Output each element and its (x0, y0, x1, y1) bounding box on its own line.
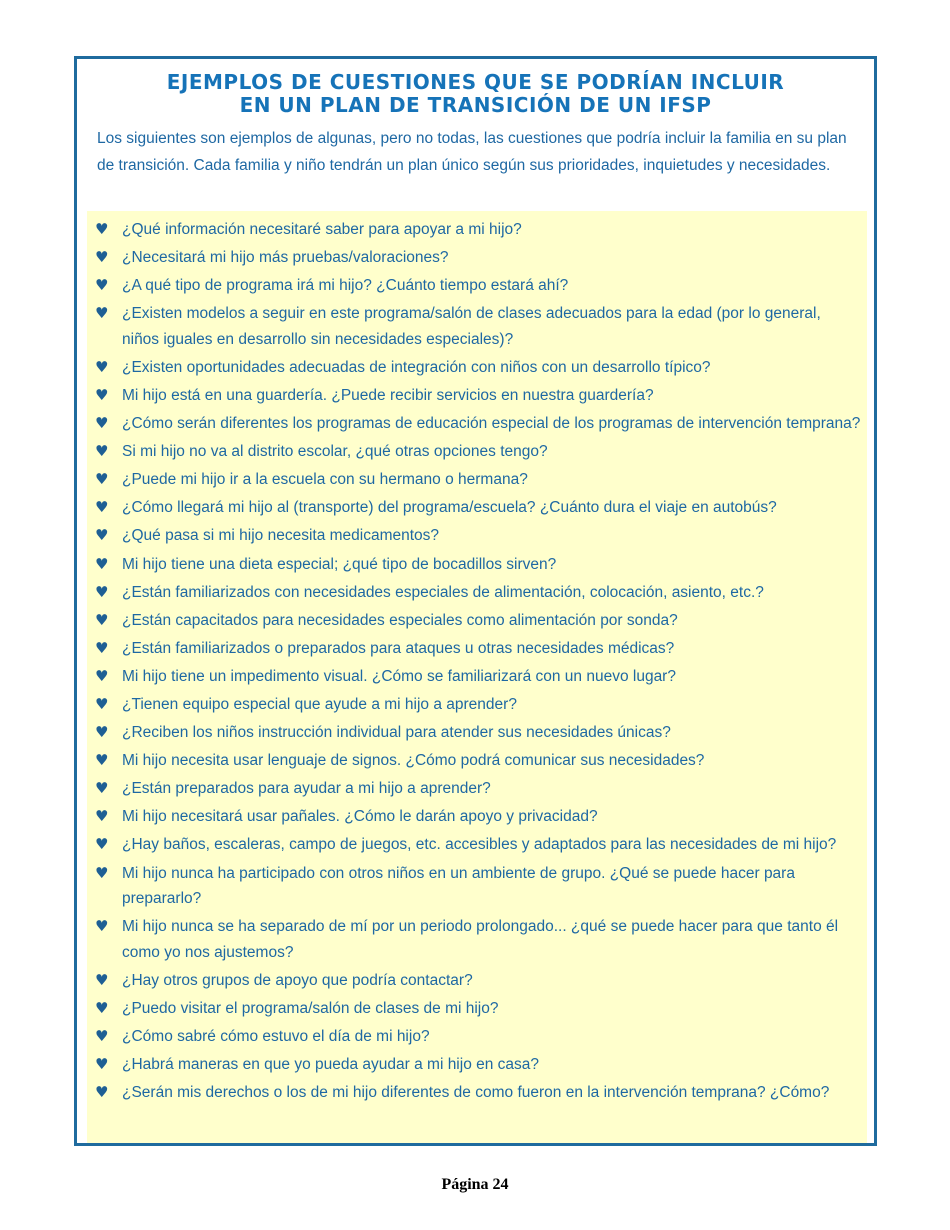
question-text: ¿Necesitará mi hijo más pruebas/valoraciones? (122, 249, 449, 267)
question-item (87, 552, 867, 578)
question-item (87, 968, 867, 994)
question-text: Mi hijo nunca ha participado con otros niños en un ambiente de grupo. ¿Qué se puede hacer para prepararlo? (122, 864, 795, 908)
question-text: Mi hijo necesitará usar pañales. ¿Cómo le darán apoyo y privacidad? (122, 808, 598, 826)
question-text: Mi hijo nunca se ha separado de mí por un periodo prolongado... ¿qué se puede hacer para que tanto él como yo nos ajustemos? (122, 918, 839, 961)
question-item (87, 636, 867, 662)
question-item (87, 355, 867, 381)
heart-icon: ♥ (95, 554, 109, 573)
question-item (87, 608, 867, 634)
question-item (87, 383, 867, 409)
heart-icon: ♥ (95, 807, 109, 826)
question-text: ¿A qué tipo de programa irá mi hijo? ¿Cuánto tiempo estará ahí? (122, 277, 569, 295)
heart-icon: ♥ (95, 835, 109, 854)
title-line-1: EJEMPLOS DE CUESTIONES QUE SE PODRÍAN INCLUIR (166, 70, 785, 94)
question-text: ¿Están capacitados para necesidades especiales como alimentación por sonda? (122, 611, 678, 629)
question-text: ¿Hay otros grupos de apoyo que podría contactar? (122, 971, 473, 989)
question-item (87, 914, 867, 965)
heart-icon: ♥ (95, 917, 109, 936)
heart-icon: ♥ (95, 998, 109, 1017)
question-item (87, 1052, 867, 1078)
question-item (87, 495, 867, 521)
heart-icon: ♥ (95, 582, 109, 601)
question-text: Mi hijo tiene una dieta especial; ¿qué tipo de bocadillos sirven? (122, 555, 557, 573)
title-line-2: EN UN PLAN DE TRANSICIÓN DE UN IFSP (239, 93, 712, 117)
heart-icon: ♥ (95, 304, 109, 323)
question-text: ¿Están preparados para ayudar a mi hijo a aprender? (122, 780, 491, 798)
questions-list (87, 211, 867, 1106)
question-item (87, 439, 867, 465)
question-item (87, 804, 867, 830)
heart-icon: ♥ (95, 863, 109, 882)
question-item (87, 832, 867, 858)
content-box (74, 56, 877, 1146)
question-text: ¿Qué pasa si mi hijo necesita medicamentos? (122, 527, 440, 545)
question-item (87, 720, 867, 746)
question-text: Mi hijo está en una guardería. ¿Puede recibir servicios en nuestra guardería? (122, 386, 654, 404)
question-text: Mi hijo tiene un impedimento visual. ¿Cómo se familiarizará con un nuevo lugar? (122, 667, 676, 685)
question-item (87, 467, 867, 493)
heart-icon: ♥ (95, 470, 109, 489)
question-text: Si mi hijo no va al distrito escolar, ¿qué otras opciones tengo? (122, 443, 548, 461)
question-text: ¿Qué información necesitaré saber para apoyar a mi hijo? (122, 221, 522, 238)
heart-icon: ♥ (95, 385, 109, 404)
question-item (87, 1080, 867, 1106)
heart-icon: ♥ (95, 220, 109, 238)
question-text: ¿Habrá maneras en que yo pueda ayudar a mi hijo en casa? (122, 1056, 540, 1074)
question-text: ¿Cómo llegará mi hijo al (transporte) del programa/escuela? ¿Cuánto dura el viaje en autobús? (122, 499, 777, 517)
heart-icon: ♥ (95, 1055, 109, 1074)
heart-icon: ♥ (95, 751, 109, 770)
question-item (87, 692, 867, 718)
question-item (87, 580, 867, 606)
heart-icon: ♥ (95, 357, 109, 376)
heart-icon: ♥ (95, 1026, 109, 1045)
heart-icon: ♥ (95, 638, 109, 657)
question-item (87, 411, 867, 437)
intro-paragraph: Los siguientes son ejemplos de algunas, pero no todas, las cuestiones que podría incluir la familia en su plan de transición. Cada familia y niño tendrán un plan único según sus prioridades, inquietudes y necesidades. (97, 130, 847, 174)
question-text: ¿Puede mi hijo ir a la escuela con su hermano o hermana? (122, 471, 528, 489)
heart-icon: ♥ (95, 970, 109, 989)
question-text: ¿Están familiarizados o preparados para ataques u otras necesidades médicas? (122, 639, 675, 657)
question-text: ¿Tienen equipo especial que ayude a mi hijo a aprender? (122, 696, 517, 713)
question-text: ¿Serán mis derechos o los de mi hijo diferentes de como fueron en la intervención temprana? ¿Cómo? (122, 1084, 830, 1102)
page-number: Página 24 (441, 1176, 509, 1193)
question-item (87, 273, 867, 299)
question-text: ¿Hay baños, escaleras, campo de juegos, etc. accesibles y adaptados para las necesidades de mi hijo? (122, 836, 837, 854)
page-title (77, 59, 874, 117)
heart-icon: ♥ (95, 248, 109, 267)
question-text: ¿Puedo visitar el programa/salón de clases de mi hijo? (122, 999, 499, 1017)
heart-icon: ♥ (95, 1083, 109, 1102)
heart-icon: ♥ (95, 610, 109, 629)
heart-icon: ♥ (95, 442, 109, 461)
heart-icon: ♥ (95, 666, 109, 685)
question-item (87, 301, 867, 352)
heart-icon: ♥ (95, 276, 109, 295)
question-item (87, 217, 867, 243)
question-text: ¿Están familiarizados con necesidades especiales de alimentación, colocación, asiento, etc.? (122, 583, 764, 601)
heart-icon: ♥ (95, 526, 109, 545)
heart-icon: ♥ (95, 414, 109, 433)
question-text: ¿Existen modelos a seguir en este programa/salón de clases adecuados para la edad (por lo general, niños iguales en desarrollo sin necesidades especiales)? (122, 305, 821, 348)
heart-icon: ♥ (95, 498, 109, 517)
question-text: ¿Reciben los niños instrucción individual para atender sus necesidades únicas? (122, 724, 671, 742)
question-text: ¿Cómo serán diferentes los programas de educación especial de los programas de intervención temprana? (122, 415, 861, 433)
question-item (87, 1024, 867, 1050)
question-item (87, 776, 867, 802)
question-item (87, 748, 867, 774)
question-item (87, 523, 867, 549)
question-text: Mi hijo necesita usar lenguaje de signos. ¿Cómo podrá comunicar sus necesidades? (122, 752, 705, 770)
heart-icon: ♥ (95, 779, 109, 798)
question-text: ¿Existen oportunidades adecuadas de integración con niños con un desarrollo típico? (122, 358, 711, 376)
heart-icon: ♥ (95, 723, 109, 742)
question-text: ¿Cómo sabré cómo estuvo el día de mi hijo? (122, 1027, 430, 1045)
heart-icon: ♥ (95, 695, 109, 713)
questions-panel (87, 211, 867, 1143)
question-item (87, 245, 867, 271)
question-item (87, 664, 867, 690)
question-item (87, 996, 867, 1022)
question-item (87, 861, 867, 912)
